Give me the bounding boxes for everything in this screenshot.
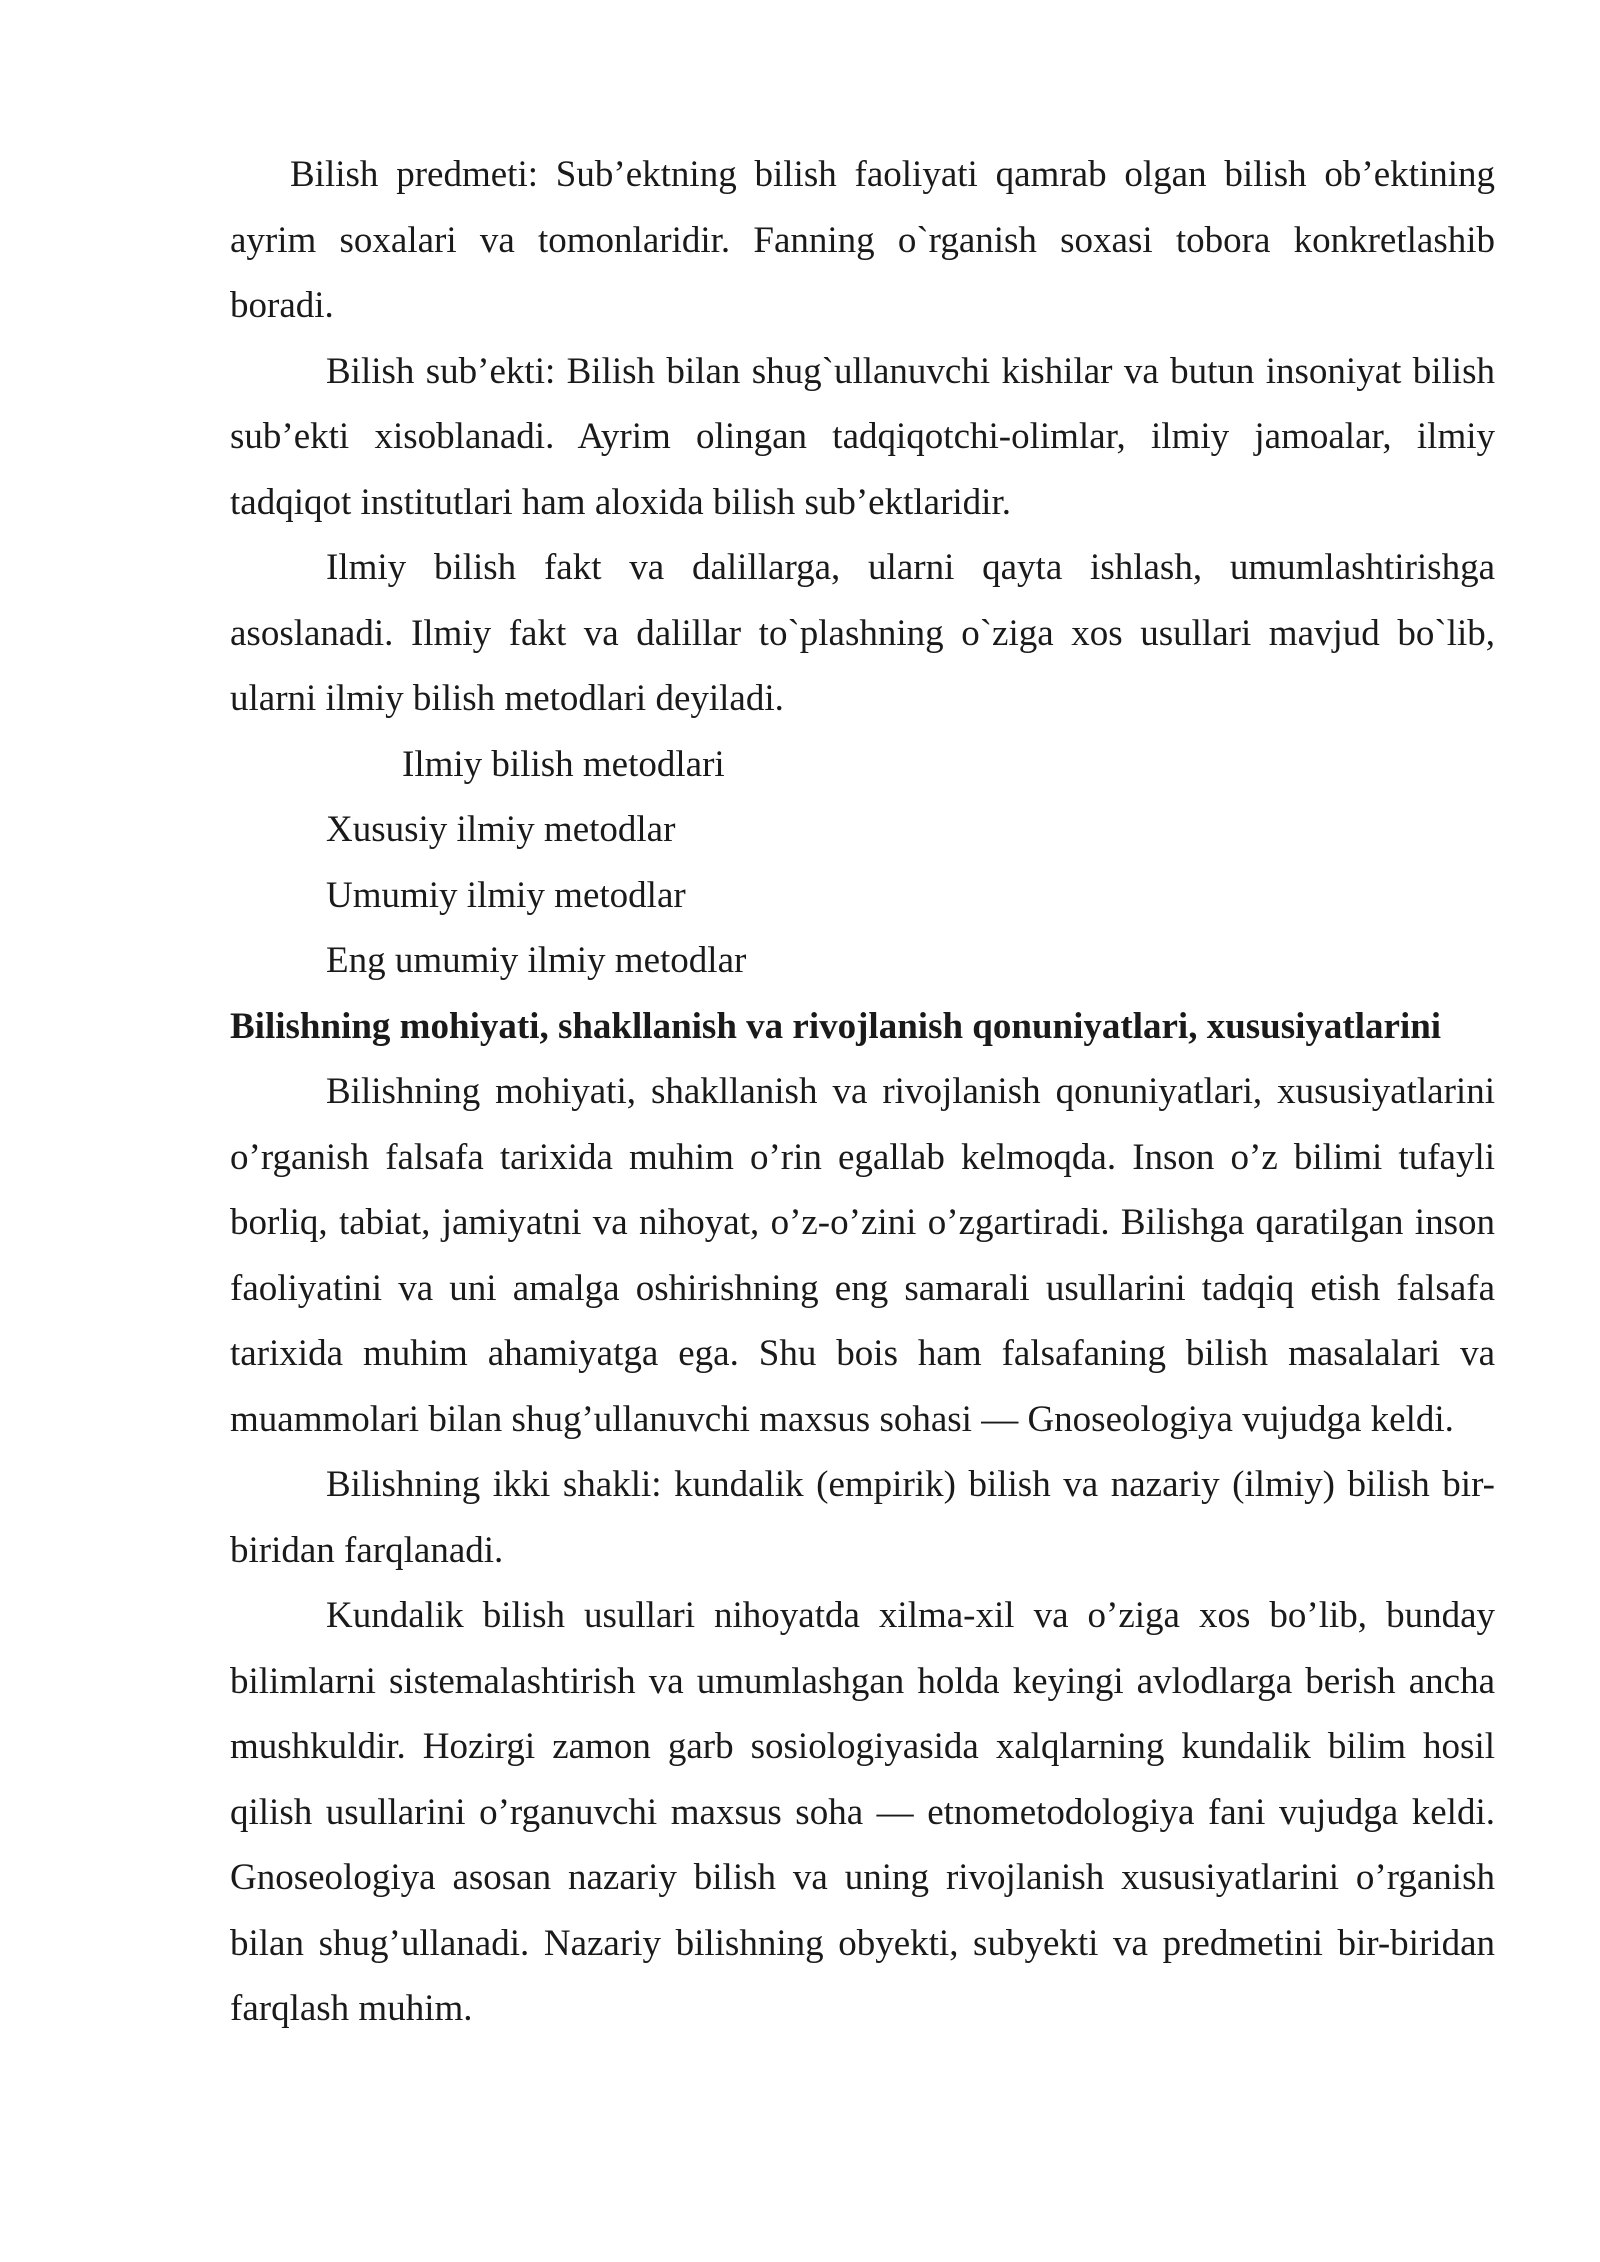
methods-title: Ilmiy bilish metodlari [402,743,725,785]
paragraph-essence-of-cognition: Bilishning mohiyati, shakllanish va rivojlanish qonuniyatlari, xususiyatlarini o’rganish falsafa tarixida muhim o’rin egallab kelmoqda. Inson o’z bilimi tufayli borliq, tabiat, jamiyatni va nihoyat, o’z-o’zini o’zgartiradi. Bilishga qaratilgan inson faoliyatini va uni amalga oshirishning eng samarali usullarini tadqiq etish falsafa tarixida muhim ahamiyatga ega. Shu bois ham falsafaning bilish masalalari va muammolari bilan shug’ullanuvchi maxsus sohasi — Gnoseologiya vujudga keldi. [230,1071,1495,1440]
paragraph-everyday-cognition: Kundalik bilish usullari nihoyatda xilma-xil va o’ziga xos bo’lib, bunday bilimlarni sistemalashtirish va umumlashgan holda keyingi avlodlarga berish ancha mushkuldir. Hozirgi zamon garb sosiologiyasida xalqlarning kundalik bilim hosil qilish usullarini o’rganuvchi maxsus soha — etnometodologiya fani vujudga keldi. Gnoseologiya asosan nazariy bilish va uning rivojlanish xususiyatlarini o’rganish bilan shug’ullanadi. Nazariy bilishning obyekti, subyekti va predmetini bir-biridan farqlash muhim. [230,1595,1495,2029]
paragraph-subject-of-cognition: Bilish sub’ekti: Bilish bilan shug`ullanuvchi kishilar va butun insoniyat bilish sub’ekti xisoblanadi. Ayrim olingan tadqiqotchi-olimlar, ilmiy jamoalar, ilmiy tadqiqot institutlari ham aloxida bilish sub’ektlaridir. [230,350,1495,523]
methods-list-item: Umumiy ilmiy metodlar [326,874,686,916]
methods-list-item: Xususiy ilmiy metodlar [326,809,676,850]
paragraph-subject-matter: Bilish predmeti: Sub’ektning bilish faoliyati qamrab olgan bilish ob’ektining ayrim soxalari va tomonlaridir. Fanning o`rganish soxasi tobora konkretlashib boradi. [230,154,1495,326]
paragraph-scientific-cognition: Ilmiy bilish fakt va dalillarga, ularni qayta ishlash, umumlashtirishga asoslanadi. Ilmiy fakt va dalillar to`plashning o`ziga xos usullari mavjud bo`lib, ularni ilmiy bilish metodlari deyiladi. [230,547,1495,719]
methods-list-item: Eng umumiy ilmiy metodlar [326,940,747,981]
section-heading: Bilishning mohiyati, shakllanish va rivojlanish qonuniyatlari, xususiyatlarini [230,1005,1442,1047]
document-body [230,142,1495,2042]
paragraph-two-forms: Bilishning ikki shakli: kundalik (empirik) bilish va nazariy (ilmiy) bilish bir-biridan farqlanadi. [230,1464,1495,1571]
